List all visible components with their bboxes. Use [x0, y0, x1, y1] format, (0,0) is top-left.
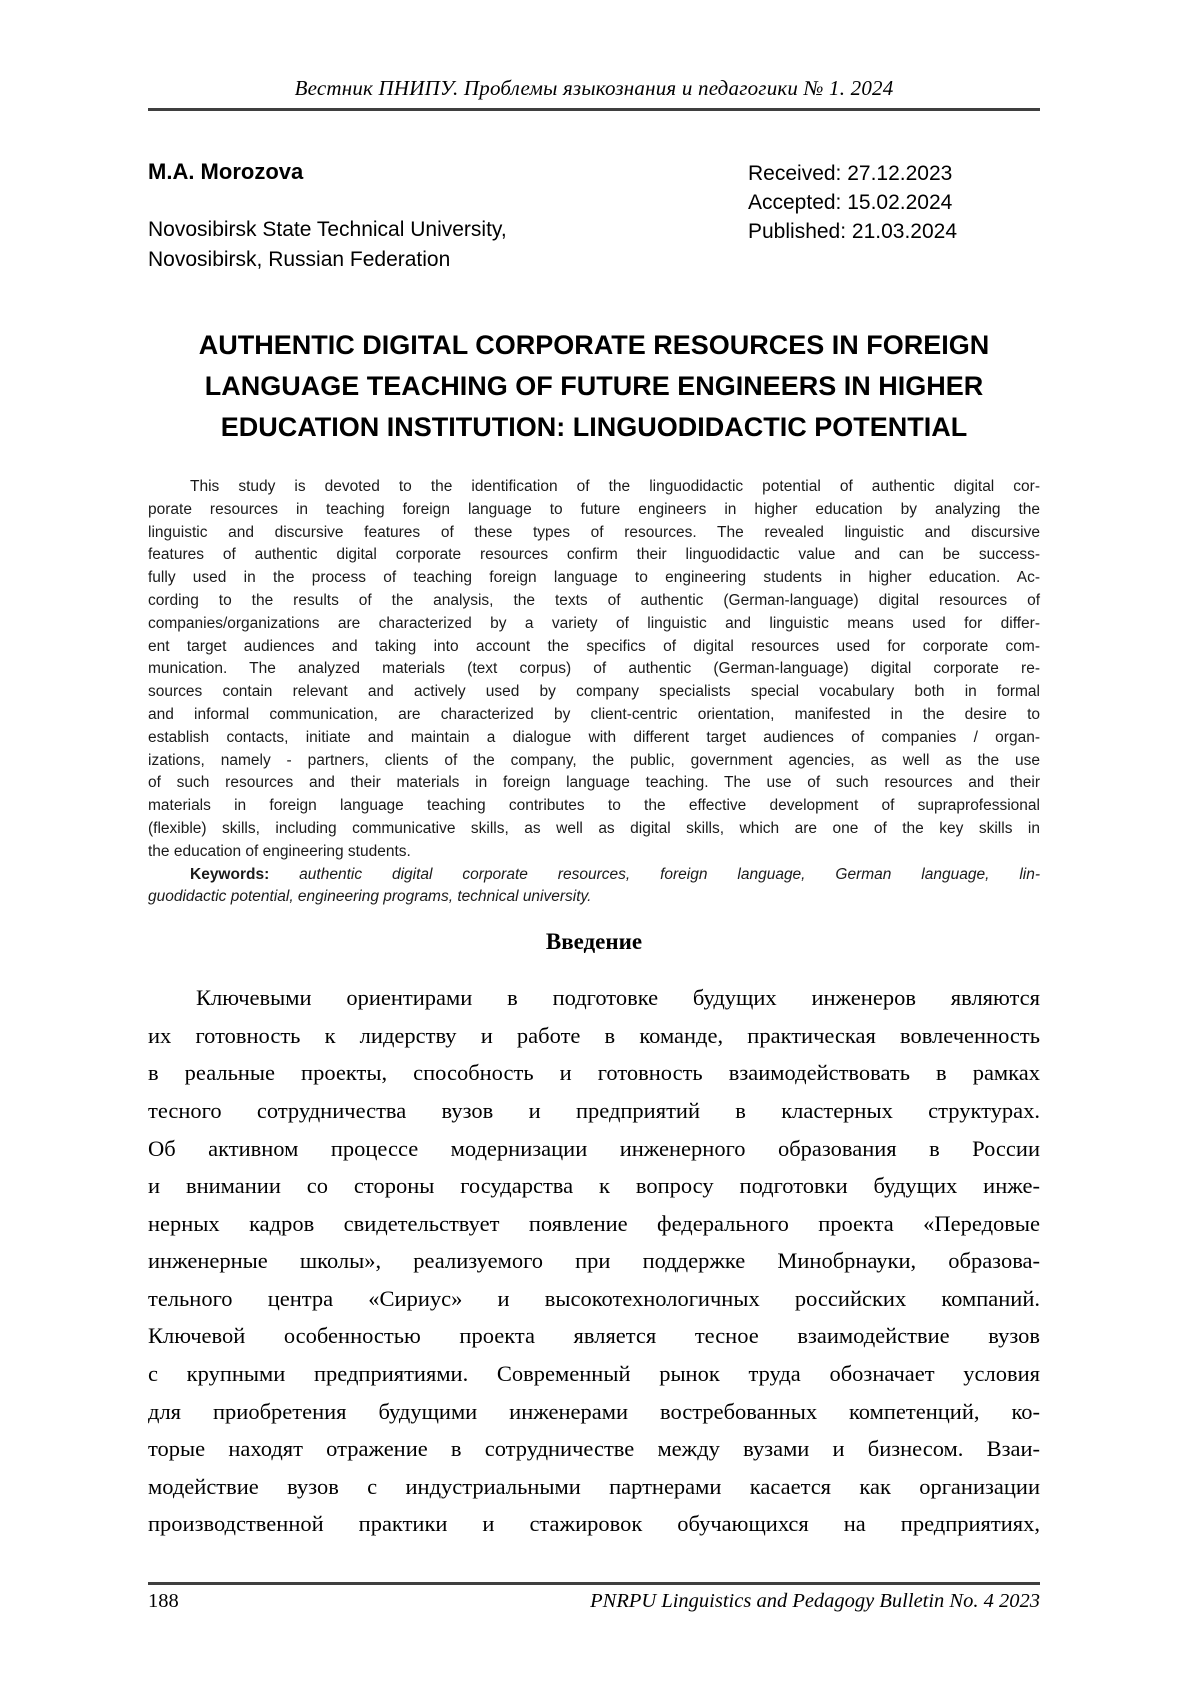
abstract-line: features of authentic digital corporate resources confirm their linguodidactic value and can be success- — [148, 546, 1040, 564]
published-date: Published: 21.03.2024 — [748, 220, 958, 243]
affiliation-line-2: Novosibirsk, Russian Federation — [148, 248, 451, 271]
article-title-line-2: LANGUAGE TEACHING OF FUTURE ENGINEERS IN HIGHER — [204, 371, 984, 401]
footer-rule — [148, 1582, 1040, 1585]
article-title-line-3: EDUCATION INSTITUTION: LINGUODIDACTIC POTENTIAL — [220, 412, 968, 442]
abstract-line: materials in foreign language teaching contributes to the effective development of supraprofessional — [148, 797, 1040, 815]
accepted-date: Accepted: 15.02.2024 — [748, 191, 953, 214]
affiliation-line-1: Novosibirsk State Technical University, — [148, 218, 507, 241]
introduction-line: их готовность к лидерству и работе в команде, практическая вовлеченность — [148, 1022, 1040, 1048]
abstract-line: cording to the results of the analysis, the texts of authentic (German-language) digital resources of — [148, 591, 1040, 609]
article-dates — [748, 159, 957, 246]
abstract-line: munication. The analyzed materials (text corpus) of authentic (German-language) digital corporate re- — [148, 660, 1040, 678]
introduction-line: нерных кадров свидетельствует появление федерального проекта «Передовые — [148, 1210, 1040, 1236]
abstract-line: companies/organizations are characterized by a variety of linguistic and linguistic means used for differ- — [148, 614, 1040, 632]
abstract-line: of such resources and their materials in foreign language teaching. The use of such resources and their — [148, 774, 1040, 792]
abstract-line: izations, namely - partners, clients of the company, the public, government agencies, as well as the use — [148, 751, 1040, 769]
article-title — [148, 325, 1040, 448]
author-name: M.A. Morozova — [148, 159, 304, 184]
section-heading-introduction: Введение — [545, 929, 643, 955]
keywords-line-2: guodidactic potential, engineering programs, technical university. — [148, 888, 592, 906]
keywords-label: Keywords: — [190, 865, 270, 883]
running-header — [148, 0, 1040, 111]
introduction-line: Об активном процессе модернизации инженерного образования в России — [148, 1135, 1040, 1161]
keywords-block — [148, 864, 1040, 910]
abstract-line: porate resources in teaching foreign language to future engineers in higher education by analyzing the — [148, 500, 1040, 518]
header-rule — [148, 108, 1040, 111]
running-footer — [148, 1582, 1040, 1613]
author-block — [148, 159, 1040, 289]
page-number: 188 — [148, 1590, 179, 1612]
article-title-line-1: AUTHENTIC DIGITAL CORPORATE RESOURCES IN FOREIGN — [198, 330, 990, 360]
abstract-line: ent target audiences and taking into account the specifics of digital resources used for corporate com- — [148, 637, 1040, 655]
abstract-line: establish contacts, initiate and maintain a dialogue with different target audiences of companies / organ- — [148, 728, 1040, 746]
introduction-line: модействие вузов с индустриальными партнерами касается как организации — [148, 1473, 1040, 1499]
introduction-line: Ключевыми ориентирами в подготовке будущих инженеров являются — [196, 985, 1040, 1011]
introduction-line: Ключевой особенностью проекта является тесное взаимодействие вузов — [148, 1323, 1040, 1349]
introduction-line: производственной практики и стажировок обучающихся на предприятиях, — [148, 1511, 1040, 1537]
abstract-line: fully used in the process of teaching foreign language to engineering students in higher education. Ac- — [148, 569, 1040, 587]
abstract-line: This study is devoted to the identification of the linguodidactic potential of authentic digital cor- — [190, 478, 1040, 495]
introduction-line: в реальные проекты, способность и готовность взаимодействовать в рамках — [148, 1060, 1040, 1086]
journal-title: Вестник ПНИПУ. Проблемы языкознания и педагогики № 1. 2024 — [294, 76, 894, 100]
introduction-line: для приобретения будущими инженерами востребованных компетенций, ко- — [148, 1398, 1040, 1424]
keywords-line-1 — [148, 864, 1040, 887]
introduction-line: тесного сотрудничества вузов и предприятий в кластерных структурах. — [148, 1097, 1040, 1123]
abstract-line: (flexible) skills, including communicative skills, as well as digital skills, which are one of the key skills in — [148, 819, 1040, 837]
introduction-paragraph — [148, 979, 1040, 1543]
footer-journal-title: PNRPU Linguistics and Pedagogy Bulletin No. 4 2023 — [590, 1590, 1040, 1612]
introduction-line: торые находят отражение в сотрудничестве между вузами и бизнесом. Взаи- — [148, 1436, 1040, 1462]
introduction-line: тельного центра «Сириус» и высокотехнологичных российских компаний. — [148, 1285, 1040, 1311]
abstract-line: the education of engineering students. — [148, 842, 411, 860]
abstract-line: sources contain relevant and actively used by company specialists special vocabulary both in formal — [148, 683, 1040, 701]
keywords-text-1: authentic digital corporate resources, foreign language, German language, lin- — [299, 865, 1040, 883]
introduction-line: инженерные школы», реализуемого при поддержке Минобрнауки, образова- — [148, 1248, 1040, 1274]
abstract-paragraph — [148, 476, 1040, 864]
received-date: Received: 27.12.2023 — [748, 162, 953, 185]
abstract-line: linguistic and discursive features of these types of resources. The revealed linguistic and discursive — [148, 523, 1040, 541]
abstract-line: and informal communication, are characterized by client-centric orientation, manifested in the desire to — [148, 705, 1040, 723]
introduction-line: с крупными предприятиями. Современный рынок труда обозначает условия — [148, 1361, 1040, 1387]
introduction-line: и внимании со стороны государства к вопросу подготовки будущих инже- — [148, 1173, 1040, 1199]
